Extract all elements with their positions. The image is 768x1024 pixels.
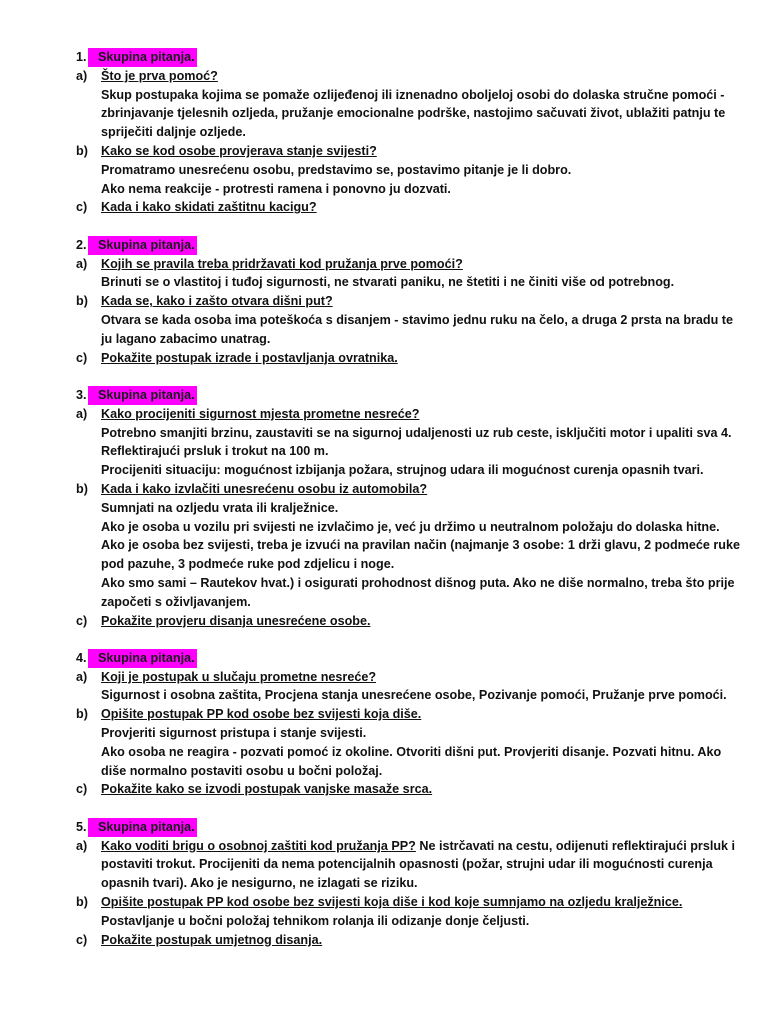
question-text: Opišite postupak PP kod osobe bez svijesti koja diše i kod koje sumnjamo na ozljedu kralježnice. xyxy=(101,895,683,910)
answer-line: Sigurnost i osobna zaštita, Procjena stanja unesrećene osobe, Pozivanje pomoći, Pružanje prve pomoći. xyxy=(101,688,727,703)
question-line xyxy=(101,198,716,217)
question-text: Kako procijeniti sigurnost mjesta prometne nesreće? xyxy=(101,406,420,421)
item-letter: b) xyxy=(76,481,88,496)
question-text: Kada se, kako i zašto otvara dišni put? xyxy=(101,294,333,309)
group-heading xyxy=(76,236,716,255)
question-item xyxy=(76,405,732,480)
answer-text: Ne istrčavati na cestu, odijenuti reflektirajući prsluk i xyxy=(415,838,736,853)
question-text: Kako se kod osobe provjerava stanje svijesti? xyxy=(101,143,377,158)
answer-line: ju lagano zabacimo unatrag. xyxy=(101,331,271,346)
question-group xyxy=(76,649,727,799)
group-title-highlight: Skupina pitanja. xyxy=(88,386,197,405)
question-line xyxy=(101,349,716,368)
question-line xyxy=(101,255,716,274)
answer-line: diše normalno postaviti osobu u bočni položaj. xyxy=(101,763,383,778)
question-line xyxy=(101,837,736,856)
group-number: 5. xyxy=(76,819,87,834)
answer-line: pod pazuhe, 3 podmeće ruke pod zdjelicu i noge. xyxy=(101,557,395,572)
group-heading xyxy=(76,649,716,668)
question-text: Pokažite provjeru disanja unesrećene osobe. xyxy=(101,613,371,628)
item-letter: a) xyxy=(76,406,88,421)
answer-line: Postavljanje u bočni položaj tehnikom rolanja ili odizanje donje čeljusti. xyxy=(101,913,530,928)
question-item xyxy=(76,612,716,631)
answer-line: Skup postupaka kojima se pomaže ozlijeđenoj ili iznenadno oboljeloj osobi do dolaska stručne pomoći - xyxy=(101,87,725,102)
question-text: Pokažite kako se izvodi postupak vanjske masaže srca. xyxy=(101,782,433,797)
question-line xyxy=(101,612,716,631)
item-letter: a) xyxy=(76,68,88,83)
answer-line: Ako osoba ne reagira - pozvati pomoć iz okoline. Otvoriti dišni put. Provjeriti disanje. Pozvati hitnu. Ako xyxy=(101,744,722,759)
question-text: Opišite postupak PP kod osobe bez svijesti koja diše. xyxy=(101,707,422,722)
answer-line: opasnih tvari). Ako je nesigurno, ne izlagati se riziku. xyxy=(101,876,418,891)
item-letter: b) xyxy=(76,895,88,910)
group-number: 4. xyxy=(76,650,87,665)
question-line xyxy=(101,292,716,311)
question-item xyxy=(76,705,722,780)
question-line xyxy=(101,480,716,499)
question-line xyxy=(101,931,716,950)
question-text: Kada i kako izvlačiti unesrećenu osobu iz automobila? xyxy=(101,481,428,496)
answer-line: Ako nema reakcije - protresti ramena i ponovno ju dozvati. xyxy=(101,181,451,196)
answer-line: Reflektirajući prsluk i trokut na 100 m. xyxy=(101,444,329,459)
answer-line: Sumnjati na ozljedu vrata ili kralježnice. xyxy=(101,500,339,515)
question-item xyxy=(76,837,736,893)
answer-line: Procijeniti situaciju: mogućnost izbijanja požara, strujnog udara ili mogućnost curenja opasnih tvari. xyxy=(101,463,704,478)
question-item xyxy=(76,67,726,142)
question-text: Koji je postupak u slučaju prometne nesreće? xyxy=(101,669,377,684)
answer-line: spriječiti daljnje ozljede. xyxy=(101,125,246,140)
item-letter: b) xyxy=(76,707,88,722)
question-item xyxy=(76,931,716,950)
item-letter: b) xyxy=(76,294,88,309)
answer-line: Promatramo unesrećenu osobu, predstavimo se, postavimo pitanje je li dobro. xyxy=(101,162,572,177)
question-group xyxy=(76,48,726,217)
question-line xyxy=(101,142,716,161)
question-line xyxy=(101,405,716,424)
question-list xyxy=(76,48,740,968)
group-title-highlight: Skupina pitanja. xyxy=(88,818,197,837)
question-line xyxy=(101,705,716,724)
question-text: Kada i kako skidati zaštitnu kacigu? xyxy=(101,200,317,215)
item-letter: a) xyxy=(76,669,88,684)
question-text: Pokažite postupak umjetnog disanja. xyxy=(101,932,323,947)
answer-line: Ako je osoba bez svijesti, treba je izvući na pravilan način (najmanje 3 osobe: 1 drži glavu, 2 podmeće ruke xyxy=(101,538,740,553)
question-line xyxy=(101,893,716,912)
question-item xyxy=(76,480,740,612)
question-line xyxy=(101,668,716,687)
answer-line: Ako je osoba u vozilu pri svijesti ne izvlačimo je, već ju držimo u neutralnom položaju do dolaska hitne. xyxy=(101,519,720,534)
question-item xyxy=(76,255,716,293)
question-item xyxy=(76,780,716,799)
item-letter: a) xyxy=(76,838,88,853)
item-letter: a) xyxy=(76,256,88,271)
group-heading xyxy=(76,386,716,405)
question-item xyxy=(76,292,733,348)
question-item xyxy=(76,142,716,198)
group-heading xyxy=(76,48,716,67)
question-group xyxy=(76,386,740,630)
question-item xyxy=(76,349,716,368)
question-text: Pokažite postupak izrade i postavljanja ovratnika. xyxy=(101,350,398,365)
group-heading xyxy=(76,818,716,837)
answer-line: Potrebno smanjiti brzinu, zaustaviti se na sigurnoj udaljenosti uz rub ceste, isključiti motor i upaliti sva 4. xyxy=(101,425,732,440)
answer-line: postaviti trokut. Procijeniti da nema potencijalnih opasnosti (požar, strujni udar ili mogućnosti curenja xyxy=(101,857,713,872)
group-title-highlight: Skupina pitanja. xyxy=(88,649,197,668)
answer-line: zbrinjavanje tjelesnih ozljeda, pružanje emocionalne podrške, nastojimo sačuvati život, ublažiti patnju te xyxy=(101,106,726,121)
question-text: Što je prva pomoć? xyxy=(101,68,218,83)
question-group xyxy=(76,236,733,368)
item-letter: c) xyxy=(76,782,88,797)
question-text: Kojih se pravila treba pridržavati kod pružanja prve pomoći? xyxy=(101,256,463,271)
answer-line: započeti s oživljavanjem. xyxy=(101,594,251,609)
answer-line: Provjeriti sigurnost pristupa i stanje svijesti. xyxy=(101,726,367,741)
group-number: 2. xyxy=(76,237,87,252)
item-letter: b) xyxy=(76,143,88,158)
answer-line: Ako smo sami – Rautekov hvat.) i osigurati prohodnost dišnog puta. Ako ne diše normalno, treba što prije xyxy=(101,575,735,590)
group-number: 3. xyxy=(76,387,87,402)
item-letter: c) xyxy=(76,613,88,628)
group-title-highlight: Skupina pitanja. xyxy=(88,48,197,67)
item-letter: c) xyxy=(76,200,88,215)
question-item xyxy=(76,893,716,931)
answer-line: Otvara se kada osoba ima poteškoća s disanjem - stavimo jednu ruku na čelo, a druga 2 prsta na bradu te xyxy=(101,312,733,327)
question-text: Kako voditi brigu o osobnoj zaštiti kod pružanja PP? xyxy=(101,838,416,853)
item-letter: c) xyxy=(76,350,88,365)
answer-line: Brinuti se o vlastitoj i tuđoj sigurnosti, ne stvarati paniku, ne štetiti i ne činiti više od potrebnog. xyxy=(101,275,675,290)
question-item xyxy=(76,668,727,706)
question-item xyxy=(76,198,716,217)
item-letter: c) xyxy=(76,932,88,947)
question-line xyxy=(101,780,716,799)
question-line xyxy=(101,67,716,86)
group-title-highlight: Skupina pitanja. xyxy=(88,236,197,255)
question-group xyxy=(76,818,736,950)
group-number: 1. xyxy=(76,50,87,64)
